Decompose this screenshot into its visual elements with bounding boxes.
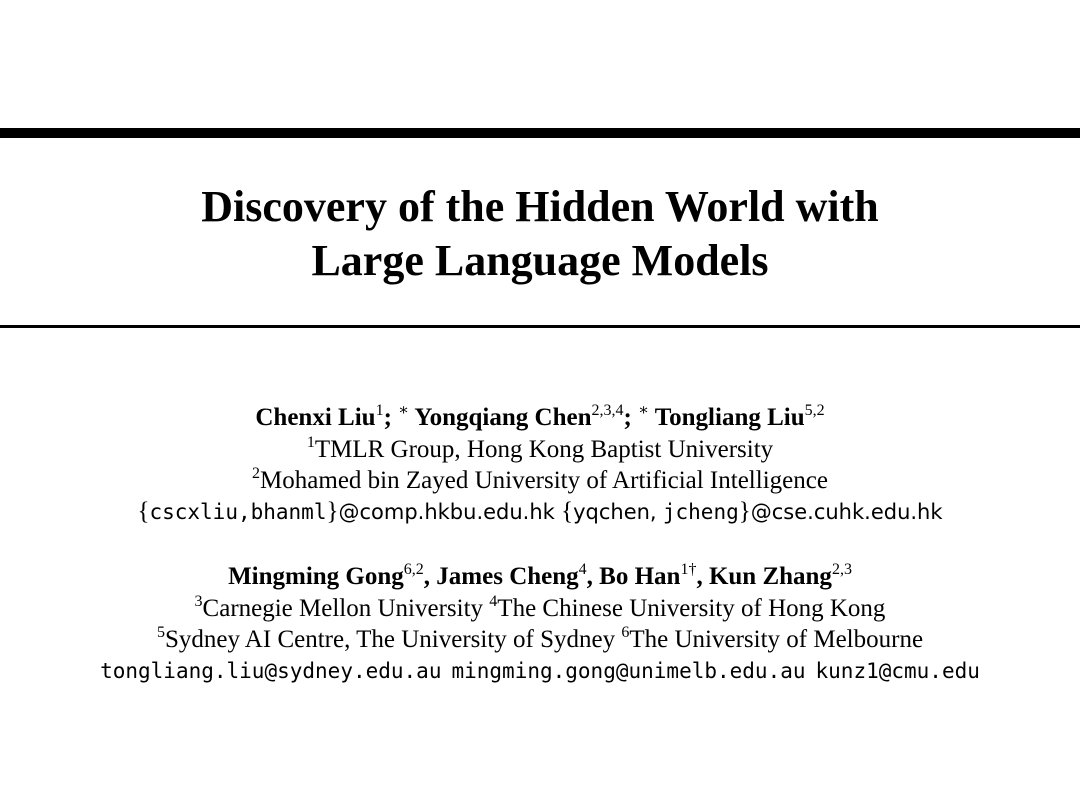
affiliation-line bbox=[0, 594, 1080, 624]
top-rule bbox=[0, 128, 1080, 138]
affil-sup: 6 bbox=[621, 624, 630, 641]
author-line-2 bbox=[0, 562, 1080, 592]
bottom-rule bbox=[0, 325, 1080, 328]
author-sep: , bbox=[586, 563, 600, 590]
email-users: yqchen, bbox=[573, 500, 657, 524]
affiliation-line bbox=[0, 435, 1080, 465]
author-affil-sup: 4 bbox=[578, 561, 587, 578]
affiliation-line bbox=[0, 625, 1080, 655]
email-domain: @comp.hkbu.edu.hk bbox=[338, 500, 555, 524]
open-brace: { bbox=[561, 498, 574, 525]
email-domain: @cse.cuhk.edu.hk bbox=[750, 500, 943, 524]
author-affil-sup: 1† bbox=[680, 561, 697, 578]
affil-text: Sydney AI Centre, The University of Sydney bbox=[164, 626, 616, 653]
email-user: kunz1 bbox=[815, 659, 879, 683]
affil-sup: 1 bbox=[306, 434, 315, 451]
author-sep: , bbox=[423, 563, 437, 590]
email-users: jcheng bbox=[662, 500, 739, 524]
paper-title bbox=[0, 180, 1080, 288]
author-name: Bo Han bbox=[599, 563, 681, 590]
author-line-1 bbox=[0, 403, 1080, 433]
author-name: Tongliang Liu bbox=[654, 404, 805, 431]
email-user: mingming.gong bbox=[451, 659, 616, 683]
affiliation-line bbox=[0, 466, 1080, 496]
author-affil-sup: 6,2 bbox=[403, 561, 424, 578]
affil-text: TMLR Group, Hong Kong Baptist University bbox=[314, 436, 774, 463]
author-sep: ; bbox=[383, 404, 399, 431]
email-users: cscxliu,bhanml bbox=[149, 500, 327, 524]
close-brace: } bbox=[738, 498, 751, 525]
affil-sup: 4 bbox=[489, 593, 498, 610]
author-name: Yongqiang Chen bbox=[414, 404, 592, 431]
affil-text: The University of Melbourne bbox=[629, 626, 924, 653]
email-user: tongliang.liu bbox=[100, 659, 265, 683]
email-domain: @sydney.edu.au bbox=[264, 659, 442, 683]
email-domain: @cmu.edu bbox=[878, 659, 980, 683]
author-sep: , bbox=[696, 563, 709, 590]
title-line-2: Large Language Models bbox=[311, 236, 769, 285]
affil-sup: 5 bbox=[156, 624, 165, 641]
author-affil-sup: 5,2 bbox=[804, 402, 825, 419]
author-name: Chenxi Liu bbox=[255, 404, 376, 431]
author-sep: ; bbox=[623, 404, 639, 431]
affil-sup: 3 bbox=[194, 593, 203, 610]
affil-sup: 2 bbox=[252, 465, 261, 482]
affil-text: The Chinese University of Hong Kong bbox=[497, 595, 886, 622]
close-brace: } bbox=[326, 498, 339, 525]
equal-contrib-mark: ∗ bbox=[398, 402, 410, 419]
author-name: Mingming Gong bbox=[228, 563, 404, 590]
equal-contrib-mark: ∗ bbox=[638, 402, 649, 419]
affil-text: Carnegie Mellon University bbox=[202, 595, 484, 622]
author-name: James Cheng bbox=[436, 563, 579, 590]
author-affil-sup: 2,3 bbox=[831, 561, 852, 578]
author-affil-sup: 2,3,4 bbox=[591, 402, 624, 419]
author-name: Kun Zhang bbox=[708, 563, 832, 590]
title-line-1: Discovery of the Hidden World with bbox=[201, 182, 879, 231]
email-domain: @unimelb.edu.au bbox=[615, 659, 806, 683]
email-line-2 bbox=[0, 656, 1080, 686]
open-brace: { bbox=[137, 498, 150, 525]
author-affil-sup: 1 bbox=[375, 402, 384, 419]
affil-text: Mohamed bin Zayed University of Artificial Intelligence bbox=[260, 467, 828, 494]
email-line-1 bbox=[0, 497, 1080, 527]
